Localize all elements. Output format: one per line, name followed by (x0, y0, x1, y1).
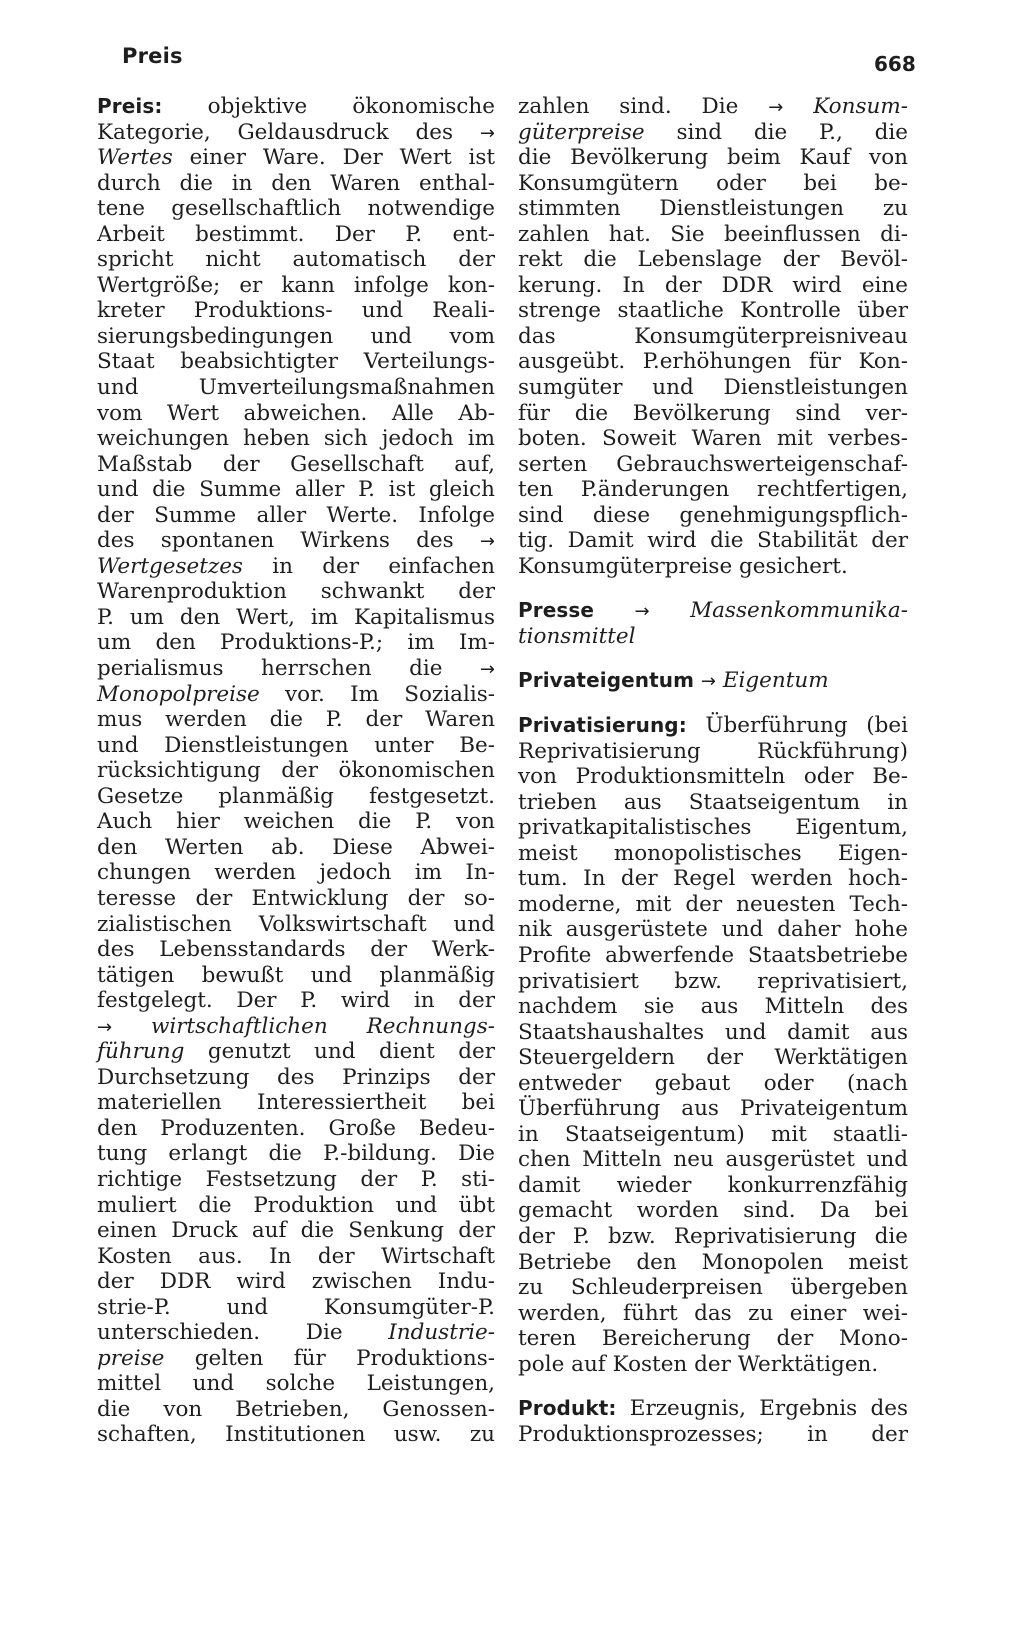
text-segment (650, 598, 690, 623)
text-line (97, 94, 495, 120)
text-segment: ten P.änderungen rechtfertigen, (518, 477, 908, 503)
text-segment: Erzeugnis, Ergebnis des (616, 1396, 908, 1422)
text-segment: und Dienstleistungen unter Be- (97, 732, 495, 758)
text-segment: zahlen sind. Die (518, 94, 769, 119)
arrow-icon: → (97, 1016, 113, 1038)
text-line (518, 247, 908, 273)
text-line (518, 324, 908, 350)
text-segment: muliert die Produktion und übt (97, 1192, 495, 1218)
text-segment: P. um den Wert, im Kapitalismus (97, 604, 495, 630)
text-line (97, 809, 495, 835)
text-segment: richtige Festsetzung der P. sti- (97, 1166, 495, 1192)
text-segment: schaften, Institutionen usw. zu (97, 1422, 495, 1448)
text-segment: stimmten Dienstleistungen zu (518, 196, 908, 222)
text-segment: sind diese genehmigungspflich- (518, 502, 908, 528)
text-segment: tung erlangt die P.-bildung. Die (97, 1141, 495, 1167)
text-segment: einer Ware. Der Wert ist (172, 145, 495, 171)
text-line (518, 1020, 908, 1046)
entry-headword: Privateigentum (518, 668, 695, 693)
text-segment (694, 668, 701, 693)
text-segment: des Lebensstandards der Werk- (97, 937, 495, 963)
text-line (518, 1122, 908, 1148)
text-line (97, 273, 495, 299)
text-segment: die Bevölkerung beim Kauf von (518, 145, 908, 171)
text-segment: Konsumgüterpreise gesichert. (518, 553, 848, 579)
cross-reference: Monopolpreise (97, 681, 260, 707)
text-line (97, 426, 495, 452)
arrow-icon: → (479, 122, 495, 144)
arrow-icon: → (634, 601, 650, 623)
paragraph-gap (518, 694, 908, 713)
cross-reference: wirtschaftlichen Rechnungs- (150, 1013, 495, 1039)
text-segment (594, 598, 634, 623)
text-line (97, 1218, 495, 1244)
text-segment: von Produktionsmitteln oder Be- (518, 764, 908, 790)
text-line (97, 1193, 495, 1219)
text-segment: einen Druck auf die Senkung der (97, 1218, 495, 1244)
text-line (97, 886, 495, 912)
text-segment: Konsumgütern oder bei be- (518, 170, 908, 196)
text-segment: Staat beabsichtigter Verteilungs- (97, 349, 495, 375)
text-line (518, 1250, 908, 1276)
text-segment: Gesetze planmäßig festgesetzt. (97, 783, 495, 809)
text-segment: Maßstab der Gesellschaft auf, (97, 451, 495, 477)
entry-headword: Preis: (97, 94, 163, 118)
text-line (97, 503, 495, 529)
text-line (97, 1295, 495, 1321)
text-line (97, 733, 495, 759)
text-segment: perialismus herrschen die (97, 656, 480, 682)
text-line (97, 963, 495, 989)
text-line (97, 1320, 495, 1346)
text-segment: Durchsetzung des Prinzips der (97, 1064, 495, 1090)
text-segment: zahlen hat. Sie beeinflussen di- (518, 221, 908, 247)
text-line (518, 1396, 908, 1422)
cross-reference: tionsmittel (518, 623, 636, 649)
arrow-icon: → (700, 671, 716, 693)
text-segment: den Werten ab. Diese Abwei- (97, 834, 495, 860)
text-line (97, 1269, 495, 1295)
text-segment: sind die P., die (644, 119, 908, 145)
text-line (97, 528, 495, 554)
text-line (518, 815, 908, 841)
text-line (97, 1371, 495, 1397)
text-segment: tene gesellschaftlich notwendige (97, 196, 495, 222)
text-segment: privatisiert bzw. reprivatisiert, (518, 968, 908, 994)
text-segment: Steuergeldern der Werktätigen (518, 1045, 908, 1071)
text-segment: boten. Soweit Waren mit verbes- (518, 426, 908, 452)
text-segment: trieben aus Staatseigentum in (518, 789, 908, 815)
entry-headword: Privatisierung: (518, 713, 687, 738)
text-segment: das Konsumgüterpreisniveau (518, 323, 908, 349)
text-line (518, 426, 908, 452)
text-segment: teresse der Entwicklung der so- (97, 885, 495, 911)
text-segment: werden, führt das zu einer wei- (518, 1300, 908, 1326)
text-line (97, 554, 495, 580)
text-segment: Wertgröße; er kann infolge kon- (97, 272, 495, 298)
text-line (518, 196, 908, 222)
text-segment: des spontanen Wirkens des (97, 528, 480, 554)
text-segment: damit wieder konkurrenzfähig (518, 1172, 908, 1198)
text-line (97, 656, 495, 682)
text-line (518, 994, 908, 1020)
text-segment (783, 94, 813, 119)
text-line (518, 1422, 908, 1448)
text-segment: um den Produktions-P.; im Im- (97, 630, 495, 656)
text-line (97, 477, 495, 503)
text-segment: sumgüter und Dienstleistungen (518, 375, 908, 401)
text-line (518, 866, 908, 892)
entry-produkt (518, 1396, 908, 1447)
text-segment: gelten für Produktions- (164, 1345, 495, 1371)
cross-reference: Wertes (97, 145, 173, 171)
entry-preis-continuation (518, 94, 908, 579)
text-segment: und die Summe aller P. ist gleich (97, 477, 495, 503)
paragraph-gap (518, 649, 908, 668)
text-line (518, 1096, 908, 1122)
text-line (97, 1141, 495, 1167)
text-line (97, 912, 495, 938)
cross-reference: Wertgesetzes (97, 553, 243, 579)
text-line (97, 298, 495, 324)
entry-presse (518, 598, 908, 649)
text-segment: Auch hier weichen die P. von (97, 809, 495, 835)
text-line (518, 713, 908, 739)
text-segment: der P. bzw. Reprivatisierung die (518, 1223, 908, 1249)
text-segment: durch die in den Waren enthal- (97, 170, 495, 196)
text-segment: rücksichtigung der ökonomischen (97, 758, 495, 784)
text-line (518, 969, 908, 995)
text-segment: für die Bevölkerung sind ver- (518, 400, 908, 426)
text-line (97, 860, 495, 886)
text-segment: sierungsbedingungen und vom (97, 323, 495, 349)
text-segment: Kategorie, Geldausdruck des (97, 119, 480, 145)
text-line (97, 1116, 495, 1142)
text-line (518, 1198, 908, 1224)
text-line (97, 375, 495, 401)
text-segment: kerung. In der DDR wird eine (518, 272, 908, 298)
text-line (518, 624, 908, 650)
text-line (97, 171, 495, 197)
text-line (518, 739, 908, 765)
text-segment: moderne, mit der neuesten Tech- (518, 891, 908, 917)
text-line (97, 835, 495, 861)
running-head: Preis (122, 44, 183, 68)
text-line (97, 349, 495, 375)
left-column (97, 94, 495, 1448)
page-number: 668 (874, 52, 916, 76)
text-segment: meist monopolistisches Eigen- (518, 840, 908, 866)
text-segment: der Summe aller Werte. Infolge (97, 502, 495, 528)
text-segment: vom Wert abweichen. Alle Ab- (97, 400, 495, 426)
text-segment: strie-P. und Konsumgüter-P. (97, 1294, 495, 1320)
text-segment: gemacht worden sind. Da bei (518, 1198, 908, 1224)
text-line (97, 784, 495, 810)
text-line (97, 145, 495, 171)
text-line (518, 503, 908, 529)
text-segment: der DDR wird zwischen Indu- (97, 1269, 495, 1295)
text-line (97, 707, 495, 733)
text-line (97, 196, 495, 222)
text-line (518, 943, 908, 969)
text-line (97, 937, 495, 963)
text-segment: mus werden die P. der Waren (97, 707, 495, 733)
text-line (97, 1397, 495, 1423)
text-segment: serten Gebrauchswerteigenschaf- (518, 451, 908, 477)
text-segment: ausgeübt. P.erhöhungen für Kon- (518, 349, 908, 375)
text-segment (716, 668, 723, 693)
entry-headword: Produkt: (518, 1396, 617, 1421)
text-segment: spricht nicht automatisch der (97, 247, 495, 273)
text-segment: teren Bereicherung der Mono- (518, 1326, 908, 1352)
text-segment: tätigen bewußt und planmäßig (97, 962, 495, 988)
text-segment: Produktionsprozesses; in der (518, 1421, 908, 1447)
text-segment: unterschieden. Die (97, 1320, 389, 1346)
text-line (518, 452, 908, 478)
text-segment: genutzt und dient der (184, 1039, 495, 1065)
paragraph-gap (518, 579, 908, 598)
text-line (518, 841, 908, 867)
text-segment: nik ausgerüstete und daher hohe (518, 917, 908, 943)
text-segment: pole auf Kosten der Werktätigen. (518, 1351, 879, 1377)
text-line (97, 1090, 495, 1116)
text-line (97, 682, 495, 708)
text-line (97, 1244, 495, 1270)
text-line (518, 1352, 908, 1378)
text-line (518, 1326, 908, 1352)
text-line (518, 375, 908, 401)
text-segment: Kosten aus. In der Wirtschaft (97, 1243, 495, 1269)
text-segment: Staatshaushaltes und damit aus (518, 1019, 908, 1045)
text-line (518, 917, 908, 943)
text-segment: Überführung aus Privateigentum (518, 1096, 908, 1122)
cross-reference: Konsum- (813, 94, 908, 119)
text-segment: den Produzenten. Große Bedeu- (97, 1115, 495, 1141)
text-line (518, 598, 908, 624)
text-line (97, 1039, 495, 1065)
arrow-icon: → (768, 97, 784, 118)
entry-preis (97, 94, 495, 1448)
text-line (97, 120, 495, 146)
text-segment: chungen werden jedoch im In- (97, 860, 495, 886)
text-segment: in Staatseigentum) mit staatli- (518, 1121, 908, 1147)
text-segment: vor. Im Sozialis- (259, 681, 495, 707)
text-segment: strenge staatliche Kontrolle über (518, 298, 908, 324)
text-line (518, 94, 908, 120)
text-segment: zu Schleuderpreisen übergeben (518, 1275, 908, 1301)
text-line (518, 1071, 908, 1097)
text-segment: privatkapitalistisches Eigentum, (518, 815, 908, 841)
text-line (518, 401, 908, 427)
entry-headword: Presse (518, 598, 595, 623)
text-line (518, 1045, 908, 1071)
text-segment: Warenproduktion schwankt der (97, 579, 495, 605)
text-segment: objektive ökonomische (162, 94, 495, 119)
text-segment (112, 1014, 151, 1039)
text-line (97, 579, 495, 605)
cross-reference: preise (97, 1345, 165, 1371)
text-line (518, 528, 908, 554)
text-line (97, 222, 495, 248)
text-line (518, 349, 908, 375)
cross-reference: Industrie- (388, 1320, 495, 1346)
text-line (518, 764, 908, 790)
text-line (97, 401, 495, 427)
text-segment: Arbeit bestimmt. Der P. ent- (97, 221, 495, 247)
text-segment: entweder gebaut oder (nach (518, 1070, 908, 1096)
text-line (518, 273, 908, 299)
text-line (518, 1173, 908, 1199)
cross-reference: führung (97, 1039, 185, 1065)
text-line (518, 298, 908, 324)
text-line (518, 222, 908, 248)
right-column (518, 94, 908, 1447)
text-line (518, 171, 908, 197)
text-line (518, 120, 908, 146)
entry-privateigentum (518, 668, 908, 694)
text-segment: in der einfachen (242, 553, 495, 579)
text-segment: Profite abwerfende Staatsbetriebe (518, 942, 908, 968)
text-line (97, 1346, 495, 1372)
text-line (518, 892, 908, 918)
text-line (518, 1301, 908, 1327)
text-line (518, 1224, 908, 1250)
text-segment: chen Mitteln neu ausgerüstet und (518, 1147, 908, 1173)
entry-privatisierung (518, 713, 908, 1377)
text-segment: Reprivatisierung Rückführung) (518, 738, 908, 764)
cross-reference: Eigentum (722, 668, 829, 694)
arrow-icon: → (479, 659, 495, 681)
text-line (97, 324, 495, 350)
text-line (97, 247, 495, 273)
text-line (518, 554, 908, 580)
text-segment: zialistischen Volkswirtschaft und (97, 911, 495, 937)
text-segment: tig. Damit wird die Stabilität der (518, 528, 908, 554)
text-segment: rekt die Lebenslage der Bevöl- (518, 247, 908, 273)
cross-reference: güterpreise (518, 119, 645, 145)
text-line (518, 477, 908, 503)
text-line (518, 668, 908, 694)
text-segment: Überführung (bei (686, 713, 908, 739)
text-segment: kreter Produktions- und Reali- (97, 298, 495, 324)
text-line (518, 145, 908, 171)
text-segment: mittel und solche Leistungen, (97, 1371, 495, 1397)
text-segment: die von Betrieben, Genossen- (97, 1396, 495, 1422)
text-line (97, 988, 495, 1014)
text-segment: nachdem sie aus Mitteln des (518, 994, 908, 1020)
text-segment: materiellen Interessiertheit bei (97, 1090, 495, 1116)
arrow-icon: → (479, 531, 495, 553)
text-segment: tum. In der Regel werden hoch- (518, 866, 908, 892)
text-line (518, 790, 908, 816)
text-segment: Betriebe den Monopolen meist (518, 1249, 908, 1275)
text-line (518, 1147, 908, 1173)
text-segment: weichungen heben sich jedoch im (97, 426, 495, 452)
text-line (97, 630, 495, 656)
text-line (97, 452, 495, 478)
text-line (97, 1422, 495, 1448)
text-line (518, 1275, 908, 1301)
text-segment: festgelegt. Der P. wird in der (97, 988, 495, 1014)
cross-reference: Massenkommunika- (690, 598, 908, 624)
text-line (97, 1167, 495, 1193)
text-line (97, 605, 495, 631)
text-line (97, 758, 495, 784)
text-segment: und Umverteilungsmaßnahmen (97, 375, 495, 401)
text-line (97, 1014, 495, 1040)
text-line (97, 1065, 495, 1091)
paragraph-gap (518, 1377, 908, 1396)
